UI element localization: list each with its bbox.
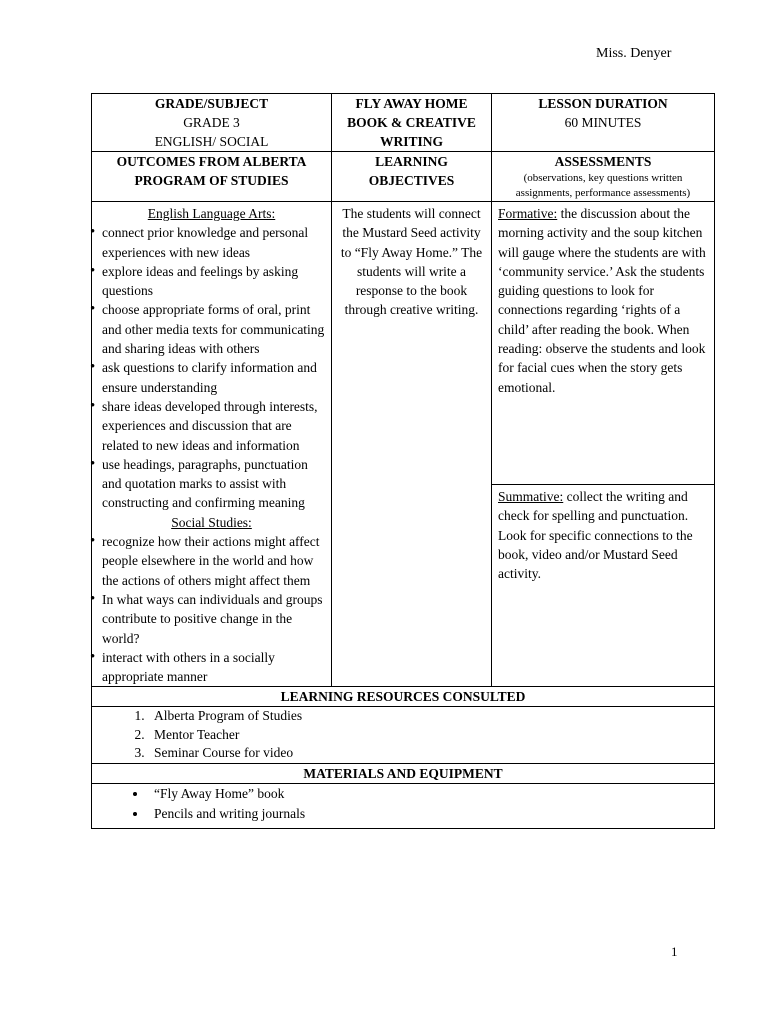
list-item [98,223,325,262]
ela-outcomes-list [98,223,325,512]
resources-title: LEARNING RESOURCES CONSULTED [92,687,715,707]
list-item [98,358,325,397]
lesson-title-line-2: BOOK & CREATIVE [347,115,476,130]
list-item: 3. Seminar Course for video [148,744,708,763]
ss-title: Social Studies: [171,514,252,530]
materials-title-row [92,763,715,783]
objectives-text: The students will connect the Mustard Seed activity to “Fly Away Home.” The students will write a response to the book through creative writing. [340,206,483,318]
ss-outcomes-list [98,532,325,686]
lesson-title-line-3: WRITING [379,134,443,149]
list-item [98,262,325,301]
materials-row [92,783,715,828]
list-item [98,590,325,648]
list-item [98,397,325,455]
outcome-text: recognize how their actions might affect people elsewhere in the world and how the actions of others might affect them [102,534,320,588]
grade-value: GRADE 3 [183,115,240,130]
summative-cell [492,485,715,687]
outcome-text: share ideas developed through interests, experiences and discussion that are related to new ideas and information [102,398,318,453]
outcome-text: In what ways can individuals and groups contribute to positive change in the world? [102,591,323,646]
list-item [98,532,325,590]
outcomes-heading-line-1: OUTCOMES FROM ALBERTA [116,154,307,169]
outcome-text: use headings, paragraphs, punctuation and quotation marks to assist with constructing and confirming meaning [102,456,308,511]
materials-list [98,784,708,824]
header-row [92,94,715,152]
author-name: Miss. Denyer [596,46,672,61]
list-item [98,648,325,687]
formative-text: the discussion about the morning activity and the soup kitchen will gauge where the students are with ‘community service.’ Ask the students guiding questions to look for connections regarding ‘rights of a child’ after reading the book. When reading: observe the students and look for facial cues when the story gets emotional. [498,206,706,395]
ela-title: English Language Arts: [147,206,276,221]
lesson-duration-cell [492,94,715,152]
formative-label: Formative: [498,206,558,221]
subheader-row [92,152,715,202]
objectives-heading-line-2: OBJECTIVES [368,173,455,188]
list-item: 1. Alberta Program of Studies [148,707,708,726]
assessments-heading [492,152,715,202]
outcomes-heading-line-2: PROGRAM OF STUDIES [134,173,289,188]
grade-subject-cell [92,94,332,152]
lesson-duration-label: LESSON DURATION [538,96,668,111]
lesson-title-cell [332,94,492,152]
list-item [98,300,325,358]
list-item [98,455,325,513]
resources-list [98,707,708,763]
outcomes-heading [92,152,332,202]
assessments-heading-note: (observations, key questions written assignments, performance assessments) [515,172,691,199]
outcomes-cell [92,202,332,687]
objectives-heading-line-1: LEARNING [375,154,448,169]
formative-cell [492,202,715,485]
resources-row [92,707,715,764]
objectives-heading [332,152,492,202]
lesson-duration-value: 60 MINUTES [564,115,642,130]
outcome-text: choose appropriate forms of oral, print and other media texts for communicating and sharing ideas with others [102,302,325,357]
list-item: • “Fly Away Home” book [148,784,708,804]
lesson-plan-table [91,93,715,829]
materials-title: MATERIALS AND EQUIPMENT [92,763,715,783]
assessments-heading-title: ASSESSMENTS [554,154,652,169]
list-item: • Pencils and writing journals [148,804,708,824]
lesson-title-line-1: FLY AWAY HOME [355,96,468,111]
objectives-cell [332,202,492,687]
summative-label: Summative: [498,489,564,504]
outcome-text: ask questions to clarify information and ensure understanding [102,360,317,395]
resources-title-row [92,687,715,707]
summative-text: collect the writing and check for spelling and punctuation. Look for specific connections to the book, video and/or Mustard Seed activity. [498,489,693,582]
page-number: 1 [671,944,678,959]
resources-cell [92,707,715,764]
grade-subject-label: GRADE/SUBJECT [154,96,269,111]
outcome-text: connect prior knowledge and personal experiences with new ideas [102,225,309,260]
outcome-text: interact with others in a socially appropriate manner [102,649,275,685]
materials-cell [92,783,715,828]
list-item: 2. Mentor Teacher [148,726,708,745]
subject-value: ENGLISH/ SOCIAL [154,134,269,149]
outcome-text: explore ideas and feelings by asking questions [102,263,299,299]
content-row-formative [92,202,715,485]
